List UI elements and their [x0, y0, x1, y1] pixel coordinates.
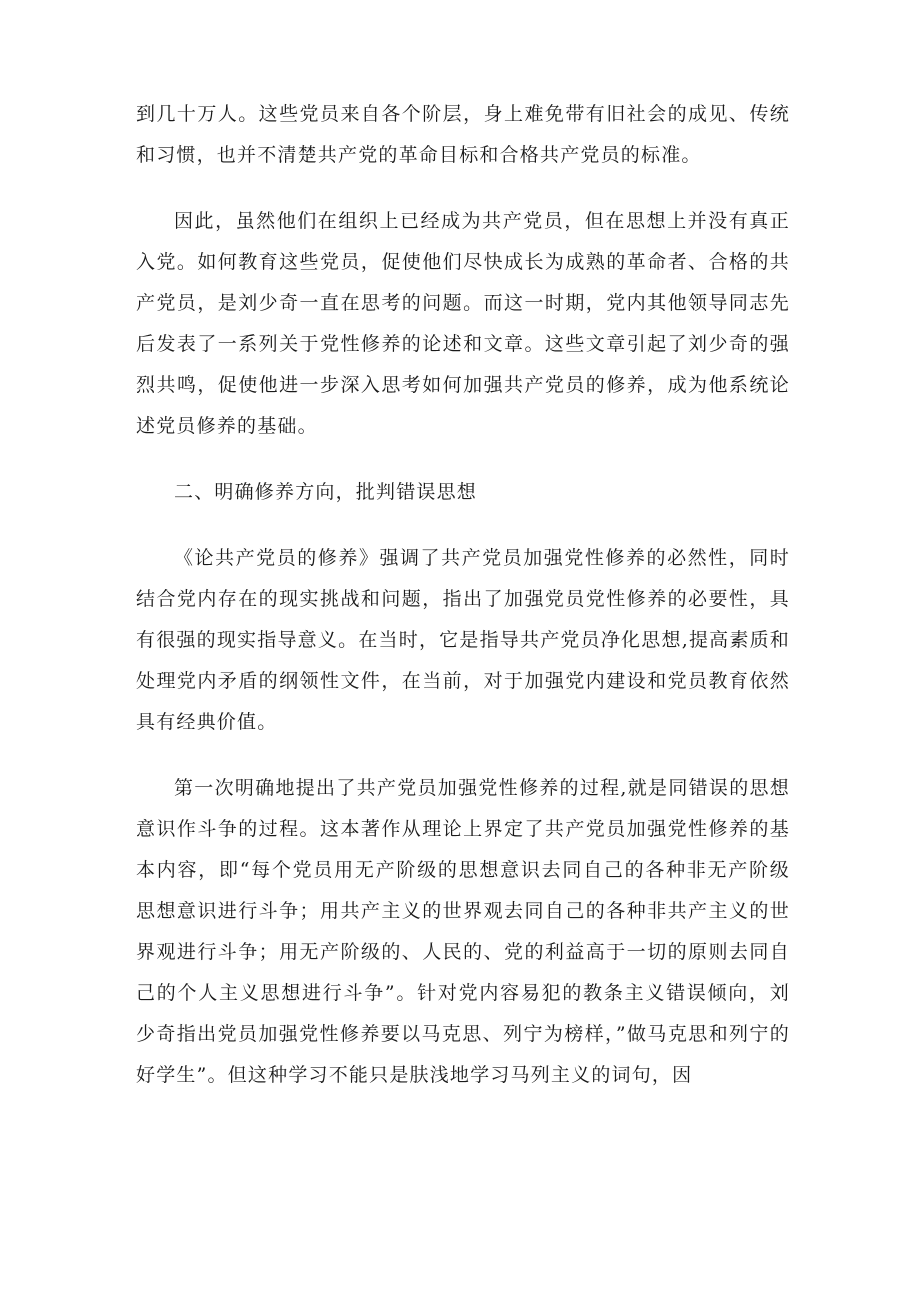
- document-body: [136, 94, 790, 1096]
- section-heading: 二、明确修养方向，批判错误思想: [174, 481, 478, 503]
- paragraph-book-significance: 《论共产党员的修养》强调了共产党员加强党性修养的必然性，同时结合党内存在的现实挑战和问题，指出了加强党员党性修养的必要性，具有很强的现实指导意义。在当时，它是指导共产党员净化思想,提高素质和处理党内矛盾的纲领性文件，在当前，对于加强党内建设和党员教育依然具有经典价值。: [136, 547, 790, 733]
- paragraph-continuation: 到几十万人。这些党员来自各个阶层，身上难免带有旧社会的成见、传统和习惯，也并不清楚共产党的革命目标和合格共产党员的标准。: [136, 103, 790, 166]
- paragraph-education-of-members: 因此，虽然他们在组织上已经成为共产党员，但在思想上并没有真正入党。如何教育这些党员，促使他们尽快成长为成熟的革命者、合格的共产党员，是刘少奇一直在思考的问题。而这一时期，党内其他领导同志先后发表了一系列关于党性修养的论述和文章。这些文章引起了刘少奇的强烈共鸣，促使他进一步深入思考如何加强共产党员的修养，成为他系统论述党员修养的基础。: [136, 210, 790, 437]
- paragraph-struggle-against-wrong-ideas: 第一次明确地提出了共产党员加强党性修养的过程,就是同错误的思想意识作斗争的过程。这本著作从理论上界定了共产党员加强党性修养的基本内容，即“每个党员用无产阶级的思想意识去同自己的各种非无产阶级思想意识进行斗争；用共产主义的世界观去同自己的各种非共产主义的世界观进行斗争；用无产阶级的、人民的、党的利益高于一切的原则去同自己的个人主义思想进行斗争”。针对党内容易犯的教条主义错误倾向，刘少奇指出党员加强党性修养要以马克思、列宁为榜样，”做马克思和列宁的好学生”。但这种学习不能只是肤浅地学习马列主义的词句，因: [136, 777, 790, 1086]
